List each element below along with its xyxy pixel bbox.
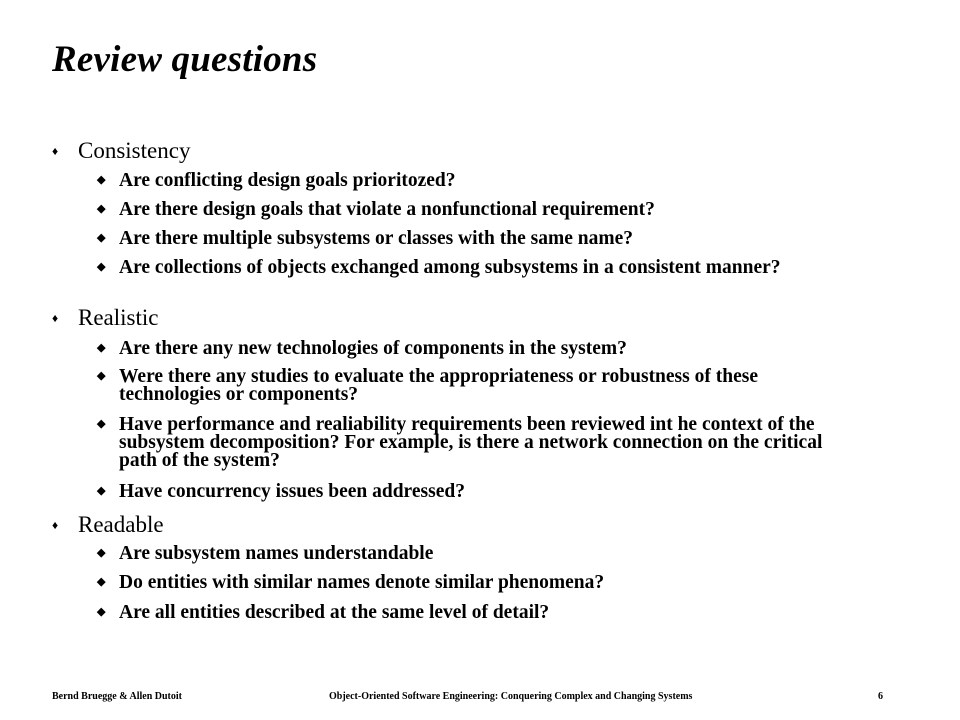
section-heading: Readable [78, 512, 164, 537]
list-item [97, 574, 857, 592]
list-item-text: Were there any studies to evaluate the appropriateness or robustness of these technologies or components? [119, 366, 758, 405]
footer-authors: Bernd Bruegge & Allen Dutoit [52, 691, 182, 702]
diamond-sub-bullet-icon: ◆ [97, 232, 106, 244]
footer-book-title: Object-Oriented Software Engineering: Conquering Complex and Changing Systems [329, 691, 693, 702]
list-item [97, 172, 857, 190]
list-item [97, 230, 857, 248]
diamond-bullet-icon: ♦ [52, 144, 59, 158]
list-item [97, 416, 857, 470]
list-item [97, 259, 857, 277]
diamond-sub-bullet-icon: ◆ [97, 576, 106, 588]
list-item [97, 368, 857, 404]
diamond-sub-bullet-icon: ◆ [97, 547, 106, 559]
list-item-text: Are there multiple subsystems or classes with the same name? [119, 228, 633, 249]
list-item-text: Have performance and realiability requirements been reviewed int he context of the subsystem decomposition? For example, is there a network connection on the critical path of the system? [119, 414, 823, 471]
diamond-sub-bullet-icon: ◆ [97, 174, 106, 186]
list-item [97, 545, 857, 563]
diamond-bullet-icon: ♦ [52, 311, 59, 325]
diamond-sub-bullet-icon: ◆ [97, 485, 106, 497]
diamond-sub-bullet-icon: ◆ [97, 418, 106, 430]
list-item [97, 604, 857, 622]
section-realistic [52, 305, 158, 334]
diamond-bullet-icon: ♦ [52, 518, 59, 532]
slide-title: Review questions [52, 39, 318, 80]
list-item [97, 483, 857, 501]
section-heading: Consistency [78, 138, 191, 163]
list-item-text: Are all entities described at the same level of detail? [119, 602, 550, 623]
list-item-text: Do entities with similar names denote similar phenomena? [119, 572, 605, 593]
diamond-sub-bullet-icon: ◆ [97, 203, 106, 215]
list-item [97, 201, 857, 219]
section-readable [52, 512, 164, 541]
slide-footer [0, 690, 960, 704]
diamond-sub-bullet-icon: ◆ [97, 261, 106, 273]
list-item-text: Are collections of objects exchanged among subsystems in a consistent manner? [119, 257, 781, 278]
list-item-text: Are subsystem names understandable [119, 543, 434, 564]
list-item-text: Have concurrency issues been addressed? [119, 481, 465, 502]
section-consistency [52, 138, 190, 167]
section-heading: Realistic [78, 305, 159, 330]
list-item [97, 340, 857, 358]
diamond-sub-bullet-icon: ◆ [97, 606, 106, 618]
list-item-text: Are there any new technologies of components in the system? [119, 338, 627, 359]
page-number: 6 [878, 691, 883, 702]
diamond-sub-bullet-icon: ◆ [97, 342, 106, 354]
list-item-text: Are there design goals that violate a nonfunctional requirement? [119, 199, 655, 220]
diamond-sub-bullet-icon: ◆ [97, 370, 106, 382]
list-item-text: Are conflicting design goals prioritozed? [119, 170, 456, 191]
